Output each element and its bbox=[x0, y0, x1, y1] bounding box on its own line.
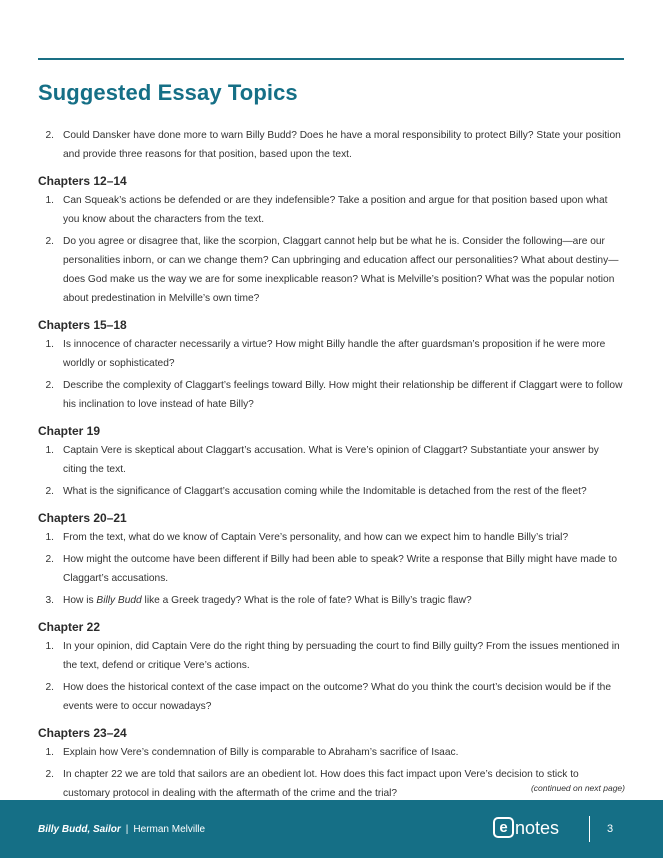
list-item bbox=[38, 591, 628, 610]
essay-topics-content bbox=[38, 126, 628, 806]
footer-author: Herman Melville bbox=[133, 824, 206, 835]
footer-book-info bbox=[38, 824, 205, 835]
item-number: 2. bbox=[45, 236, 54, 247]
enotes-logo-text: notes bbox=[515, 817, 560, 838]
item-number: 2. bbox=[45, 769, 54, 780]
chapter-heading: Chapter 22 bbox=[38, 620, 101, 634]
item-text: How might the outcome have been different if Billy had been able to speak? Write a response that Billy might have made to Claggart’s accusations. bbox=[63, 554, 618, 584]
list-item bbox=[38, 637, 628, 675]
page-number: 3 bbox=[607, 823, 614, 835]
list-item bbox=[38, 743, 628, 762]
item-text: In chapter 22 we are told that sailors are an obedient lot. How does this fact impact upon Vere’s decision to stick to customary protocol in dealing with the aftermath of the crime and the trial? bbox=[63, 769, 579, 799]
list-item bbox=[38, 678, 628, 716]
item-number: 2. bbox=[45, 682, 54, 693]
chapter-sections bbox=[38, 172, 628, 803]
enotes-logo-e-icon: e bbox=[493, 817, 514, 838]
list-item bbox=[38, 376, 628, 414]
item-number: 1. bbox=[45, 195, 54, 206]
item-number: 2. bbox=[45, 380, 54, 391]
top-rule bbox=[38, 58, 624, 60]
item-text: How does the historical context of the case impact on the outcome? What do you think the court’s decision would be if the events were to occur nowadays? bbox=[63, 682, 611, 712]
item-text: From the text, what do we know of Captain Vere’s personality, and how can we expect him to handle Billy’s trial? bbox=[63, 532, 569, 543]
item-number: 3. bbox=[45, 595, 54, 606]
footer bbox=[0, 800, 663, 858]
item-text bbox=[63, 591, 628, 610]
chapter-heading: Chapters 12–14 bbox=[38, 174, 127, 188]
item-text-part: like a Greek tragedy? What is the role of fate? What is Billy’s tragic flaw? bbox=[141, 595, 472, 606]
item-text: Do you agree or disagree that, like the scorpion, Claggart cannot help but be what he is. Consider the following—are our personalities inborn, or can we change them? Can upbringing and education affect our personalities? What about destiny—does God make us the way we are for some inexplicable reason? What is Melville’s position? What was the popular notion about predestination in Melville’s own time? bbox=[63, 236, 619, 304]
item-text: Could Dansker have done more to warn Billy Budd? Does he have a moral responsibility to protect Billy? State your position and provide three reasons for that position, based upon the text. bbox=[63, 130, 621, 160]
item-text: Describe the complexity of Claggart’s feelings toward Billy. How might their relationship be different if Claggart were to follow his inclination to love instead of hate Billy? bbox=[63, 380, 623, 410]
item-text: Explain how Vere’s condemnation of Billy is comparable to Abraham’s sacrifice of Isaac. bbox=[63, 747, 459, 758]
item-text: Is innocence of character necessarily a virtue? How might Billy handle the after guardsman’s proposition if he were more worldly or sophisticated? bbox=[63, 339, 606, 369]
item-number: 1. bbox=[45, 641, 54, 652]
item-text: Can Squeak’s actions be defended or are they indefensible? Take a position and argue for that position based upon what you know about the characters from the text. bbox=[63, 195, 608, 225]
book-title-italic: Billy Budd bbox=[96, 595, 142, 606]
list-item bbox=[38, 335, 628, 373]
item-number: 1. bbox=[45, 747, 54, 758]
item-number: 2. bbox=[45, 486, 54, 497]
list-item bbox=[38, 528, 628, 547]
chapter-heading: Chapter 19 bbox=[38, 424, 101, 438]
footer-divider bbox=[589, 816, 590, 842]
item-number: 1. bbox=[45, 445, 54, 456]
page-title: Suggested Essay Topics bbox=[38, 80, 298, 105]
enotes-logo[interactable] bbox=[493, 817, 559, 838]
footer-separator: | bbox=[125, 824, 129, 835]
list-item bbox=[38, 482, 628, 501]
list-item bbox=[38, 191, 628, 229]
list-item bbox=[38, 232, 628, 308]
item-text-part: How is bbox=[63, 595, 97, 606]
item-number: 1. bbox=[45, 532, 54, 543]
item-text: What is the significance of Claggart’s accusation coming while the Indomitable is detached from the rest of the fleet? bbox=[63, 486, 587, 497]
footer-book-title: Billy Budd, Sailor bbox=[38, 824, 121, 835]
chapter-heading: Chapters 23–24 bbox=[38, 726, 127, 740]
list-item bbox=[38, 550, 628, 588]
item-number: 2. bbox=[45, 130, 54, 141]
item-text: In your opinion, did Captain Vere do the right thing by persuading the court to find Billy guilty? From the issues mentioned in the text, defend or critique Vere’s actions. bbox=[63, 641, 620, 671]
item-text: Captain Vere is skeptical about Claggart’s accusation. What is Vere’s opinion of Claggart? Substantiate your answer by citing the text. bbox=[63, 445, 599, 475]
chapter-heading: Chapters 15–18 bbox=[38, 318, 127, 332]
list-item bbox=[38, 126, 628, 164]
list-item bbox=[38, 441, 628, 479]
chapter-heading: Chapters 20–21 bbox=[38, 511, 127, 525]
item-number: 1. bbox=[45, 339, 54, 350]
item-number: 2. bbox=[45, 554, 54, 565]
continued-note: (continued on next page) bbox=[530, 783, 625, 793]
